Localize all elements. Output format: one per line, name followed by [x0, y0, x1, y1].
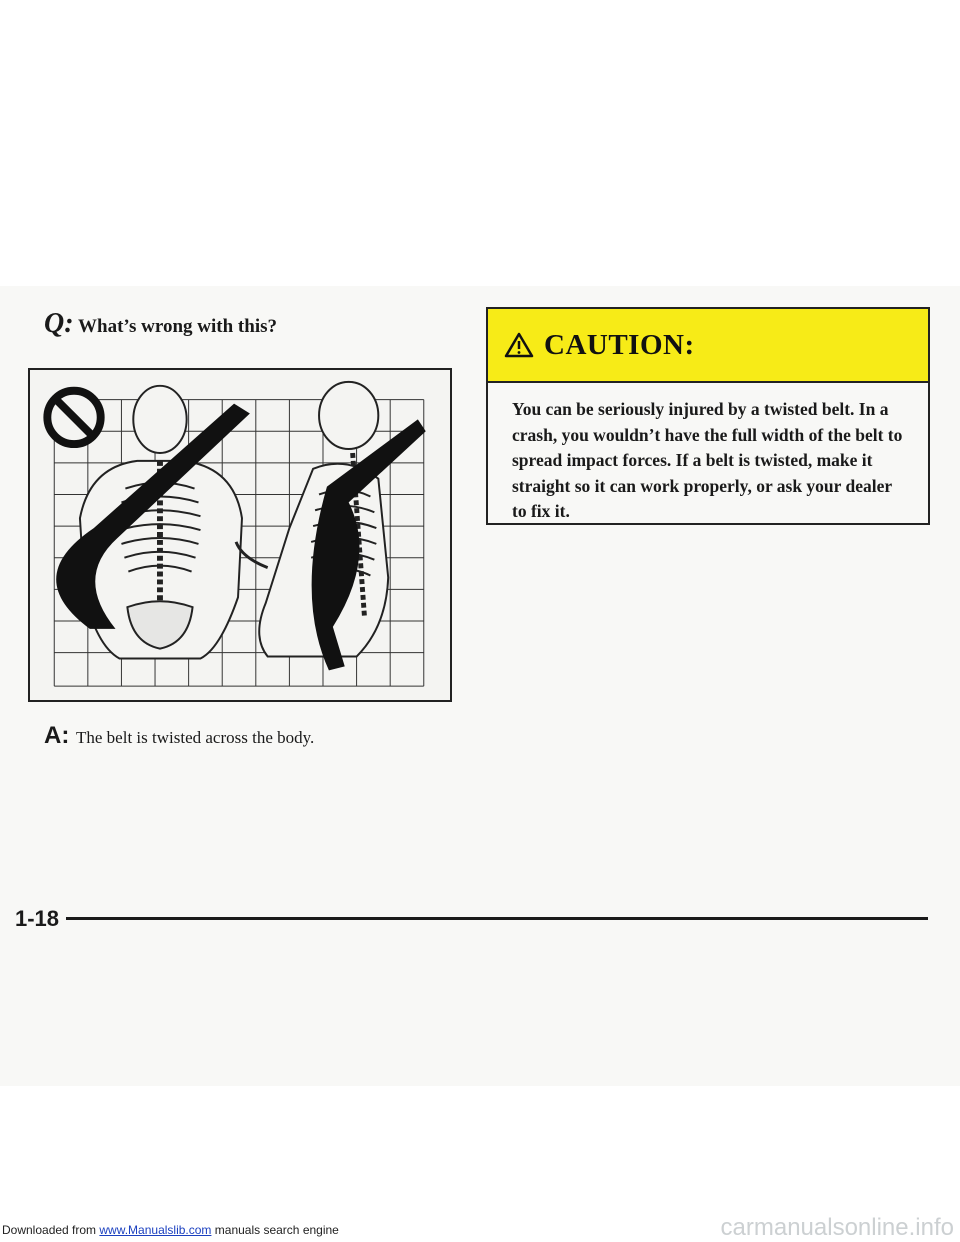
question	[44, 308, 277, 340]
download-note-suffix: manuals search engine	[211, 1223, 339, 1237]
caution-body: You can be seriously injured by a twisted belt. In a crash, you wouldn’t have the full width of the belt to spread impact forces. If a belt is twisted, make it straight so it can work properly, or ask your dealer to fix it.	[512, 399, 903, 521]
answer	[44, 722, 314, 750]
prohibition-icon	[47, 391, 100, 444]
page-number: 1-18	[15, 906, 60, 931]
caution-header	[488, 309, 928, 383]
skeleton-figures-svg	[30, 370, 450, 700]
twisted-belt-illustration	[28, 368, 452, 702]
footer-rule	[66, 917, 928, 920]
warning-triangle-icon	[504, 332, 534, 358]
watermark: carmanualsonline.info	[720, 1214, 954, 1241]
download-note-prefix: Downloaded from	[2, 1223, 100, 1237]
caution-box	[486, 307, 930, 525]
manualslib-link[interactable]: www.Manualslib.com	[99, 1223, 212, 1237]
download-note	[2, 1223, 339, 1237]
answer-marker: A:	[44, 722, 70, 749]
caution-title: CAUTION:	[544, 328, 695, 361]
question-text: What’s wrong with this?	[78, 316, 277, 337]
answer-text: The belt is twisted across the body.	[76, 728, 315, 747]
question-marker: Q:	[44, 308, 74, 339]
